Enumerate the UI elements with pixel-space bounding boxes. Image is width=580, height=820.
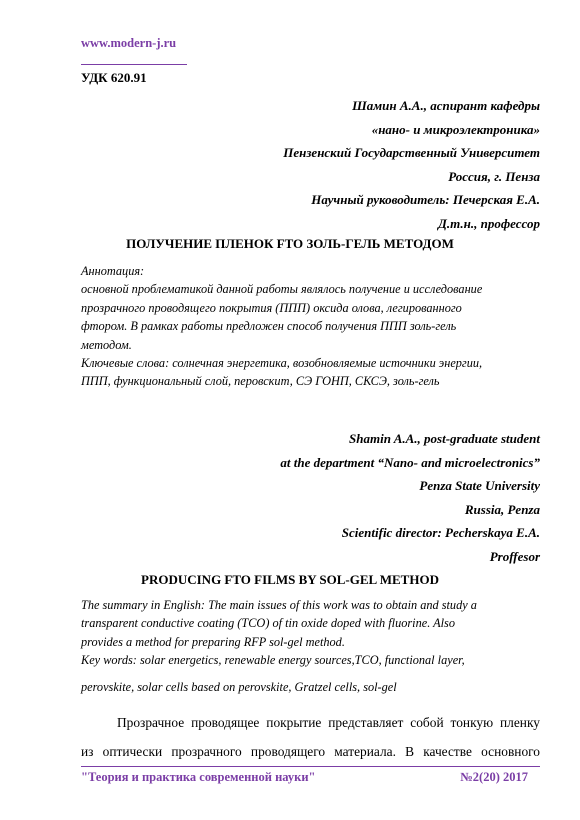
affiliation-line: Научный руководитель: Печерская Е.А.: [311, 192, 540, 207]
header-divider: [81, 64, 187, 65]
affiliation-line: Shamin A.A., post-graduate student: [349, 431, 540, 446]
site-link[interactable]: www.modern-j.ru: [81, 36, 177, 50]
affiliation-line: Россия, г. Пенза: [448, 168, 540, 184]
author-affiliation-ru: [120, 94, 540, 235]
abstract-line: прозрачного проводящего покрытия (ППП) оксида олова, легированного: [81, 300, 462, 315]
udk-code: УДК 620.91: [81, 70, 147, 85]
abstract-line: методом.: [81, 337, 132, 352]
keywords-line: Key words: solar energetics, renewable energy sources,TCO, functional layer,: [81, 653, 465, 668]
abstract-line: provides a method for preparing RFP sol-gel method.: [81, 634, 345, 649]
footer-divider: [81, 766, 540, 767]
affiliation-line: Шамин А.А., аспирант кафедры: [352, 98, 540, 113]
affiliation-line: «нано- и микроэлектроника»: [371, 121, 540, 137]
abstract-line: основной проблематикой данной работы являлось получение и исследование: [81, 282, 483, 297]
affiliation-line: Proffesor: [489, 548, 540, 564]
abstract-line: The summary in English: The main issues of this work was to obtain and study a: [81, 598, 477, 612]
journal-name: "Теория и практика современной науки": [81, 770, 316, 784]
body-line: из оптически прозрачного проводящего материала. В качестве основного: [81, 744, 540, 759]
abstract-line: transparent conductive coating (TCO) of tin oxide doped with fluorine. Also: [81, 616, 455, 631]
abstract-line: фтором. В рамках работы предложен способ получения ППП золь-гель: [81, 319, 457, 334]
affiliation-line: Пензенский Государственный Университет: [283, 145, 540, 160]
body-line: Прозрачное проводящее покрытие представляет собой тонкую пленку: [117, 715, 540, 730]
keywords-line: Ключевые слова: солнечная энергетика, возобновляемые источники энергии,: [81, 356, 483, 371]
affiliation-line: Penza State University: [419, 478, 540, 493]
keywords-line: ППП, функциональный слой, перовскит, СЭ ГОНП, СКСЭ, золь-гель: [81, 374, 440, 389]
abstract-en: [81, 596, 541, 696]
paper-title-en: PRODUCING FTO FILMS BY SOL-GEL METHOD: [141, 572, 439, 587]
affiliation-line: Д.т.н., профессор: [438, 215, 540, 231]
abstract-line: Аннотация:: [81, 264, 145, 278]
paper-title-ru: ПОЛУЧЕНИЕ ПЛЕНОК FTO ЗОЛЬ-ГЕЛЬ МЕТОДОМ: [126, 236, 454, 251]
author-affiliation-en: [120, 427, 540, 568]
body-paragraph: [81, 708, 540, 766]
affiliation-line: Russia, Penza: [464, 501, 540, 517]
keywords-line: perovskite, solar cells based on perovskite, Gratzel cells, sol-gel: [81, 679, 397, 694]
affiliation-line: at the department “Nano- and microelectronics”: [280, 454, 540, 470]
affiliation-line: Scientific director: Pecherskaya E.A.: [341, 525, 540, 540]
abstract-ru: [81, 262, 541, 391]
issue-number: №2(20) 2017: [460, 770, 528, 784]
